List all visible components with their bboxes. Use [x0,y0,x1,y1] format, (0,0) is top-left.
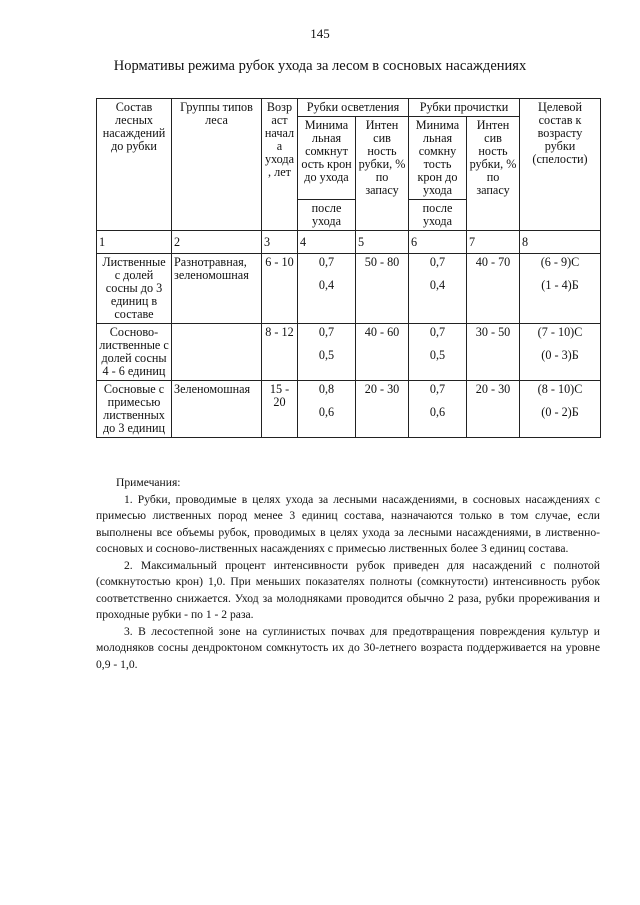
table-row [97,324,601,381]
age-cell: 6 - 10 [262,254,298,324]
column-number: 5 [356,231,409,254]
density-before: 0,7 [429,255,446,269]
column-number: 6 [409,231,467,254]
header-target: Целевой состав к возрасту рубки (спелости) [520,99,601,231]
page-title: Нормативы режима рубок ухода за лесом в сосновых насаждениях [113,58,527,74]
target-composition-cell [520,381,601,438]
header-intensity-thinning: Интен сив ность рубки, % по запасу [467,117,520,231]
target-composition-cell [520,254,601,324]
forest-group-cell: Зеленомошная [172,381,262,438]
table-row [97,381,601,438]
header-lightening: Рубки осветления [298,99,409,117]
header-composition: Состав лесных насаждений до рубки [97,99,172,231]
density-before: 0,8 [318,382,335,396]
column-number: 2 [172,231,262,254]
lightening-density-cell [298,254,356,324]
target-birch: (1 - 4)Б [541,278,579,292]
thinning-density-cell [409,324,467,381]
header-age: Возр аст начал а ухода , лет [262,99,298,231]
age-cell: 15 - 20 [262,381,298,438]
forest-group-cell [172,324,262,381]
density-after: 0,6 [429,405,446,419]
note-2: 2. Максимальный процент интенсивности рубок приведен для насаждений с полнотой (сомкнутостью крон) 1,0. При меньших показателях полноты (сомкнутости) интенсивность рубок соответственно снижается. Уход за молодняками проводится обычно 2 раза, рубки прореживания и проходные рубки - по 1 - 2 раза. [96,558,600,621]
density-before: 0,7 [318,255,335,269]
density-before: 0,7 [429,325,446,339]
column-number: 8 [520,231,601,254]
column-number: 7 [467,231,520,254]
target-pine: (6 - 9)С [540,255,580,269]
header-forest-groups: Группы типов леса [172,99,262,231]
lightening-intensity-cell: 40 - 60 [356,324,409,381]
density-after: 0,4 [318,278,335,292]
page-number: 145 [310,26,330,41]
age-cell: 8 - 12 [262,324,298,381]
target-pine: (7 - 10)С [537,325,583,339]
composition-cell: Сосновые с примесью лиственных до 3 единиц [97,381,172,438]
density-before: 0,7 [318,325,335,339]
target-composition-cell [520,324,601,381]
target-birch: (0 - 2)Б [541,405,579,419]
header-after-lightening: после ухода [298,200,356,231]
header-after-thinning: после ухода [409,200,467,231]
header-min-density-thinning: Минима льная сомкну тость крон до ухода [409,117,467,200]
note-3: 3. В лесостепной зоне на суглинистых почвах для предотвращения повреждения культур и молодняков сосны дендроктоном сомкнутость их до 30-летнего возраста поддерживается на уровне 0,9 - 1,0. [96,624,600,671]
density-after: 0,4 [429,278,446,292]
forest-group-cell: Разнотравная, зеленомошная [172,254,262,324]
density-after: 0,5 [318,348,335,362]
thinning-intensity-cell: 30 - 50 [467,324,520,381]
composition-cell: Лиственные с долей сосны до 3 единиц в составе [97,254,172,324]
table-row [97,254,601,324]
lightening-intensity-cell: 20 - 30 [356,381,409,438]
column-number: 4 [298,231,356,254]
column-numbers-row [97,231,601,254]
thinning-intensity-cell: 20 - 30 [467,381,520,438]
header-intensity-lightening: Интен сив ность рубки, % по запасу [356,117,409,231]
composition-cell: Сосново-лиственные с долей сосны 4 - 6 единиц [97,324,172,381]
thinning-density-cell [409,254,467,324]
header-thinning: Рубки прочистки [409,99,520,117]
header-min-density-lightening: Минима льная сомкнут ость крон до ухода [298,117,356,200]
table-header-row [97,99,601,117]
column-number: 3 [262,231,298,254]
notes-heading: Примечания: [116,476,181,489]
norms-table [96,98,601,438]
thinning-density-cell [409,381,467,438]
lightening-density-cell [298,381,356,438]
notes-section [96,475,600,673]
thinning-intensity-cell: 40 - 70 [467,254,520,324]
density-before: 0,7 [429,382,446,396]
column-number: 1 [97,231,172,254]
lightening-intensity-cell: 50 - 80 [356,254,409,324]
target-birch: (0 - 3)Б [541,348,579,362]
note-1: 1. Рубки, проводимые в целях ухода за лесными насаждениями, в сосновых насаждениях с примесью лиственных пород менее 3 единиц состава, назначаются только в том случае, если выполнены все объемы рубок, проводимых в целях ухода за лесными насаждениями, в лиственно-сосновых и сосново-лиственных насаждениях с примесью лиственных более 3 единиц состава. [96,492,600,555]
lightening-density-cell [298,324,356,381]
target-pine: (8 - 10)С [537,382,583,396]
density-after: 0,5 [429,348,446,362]
density-after: 0,6 [318,405,335,419]
